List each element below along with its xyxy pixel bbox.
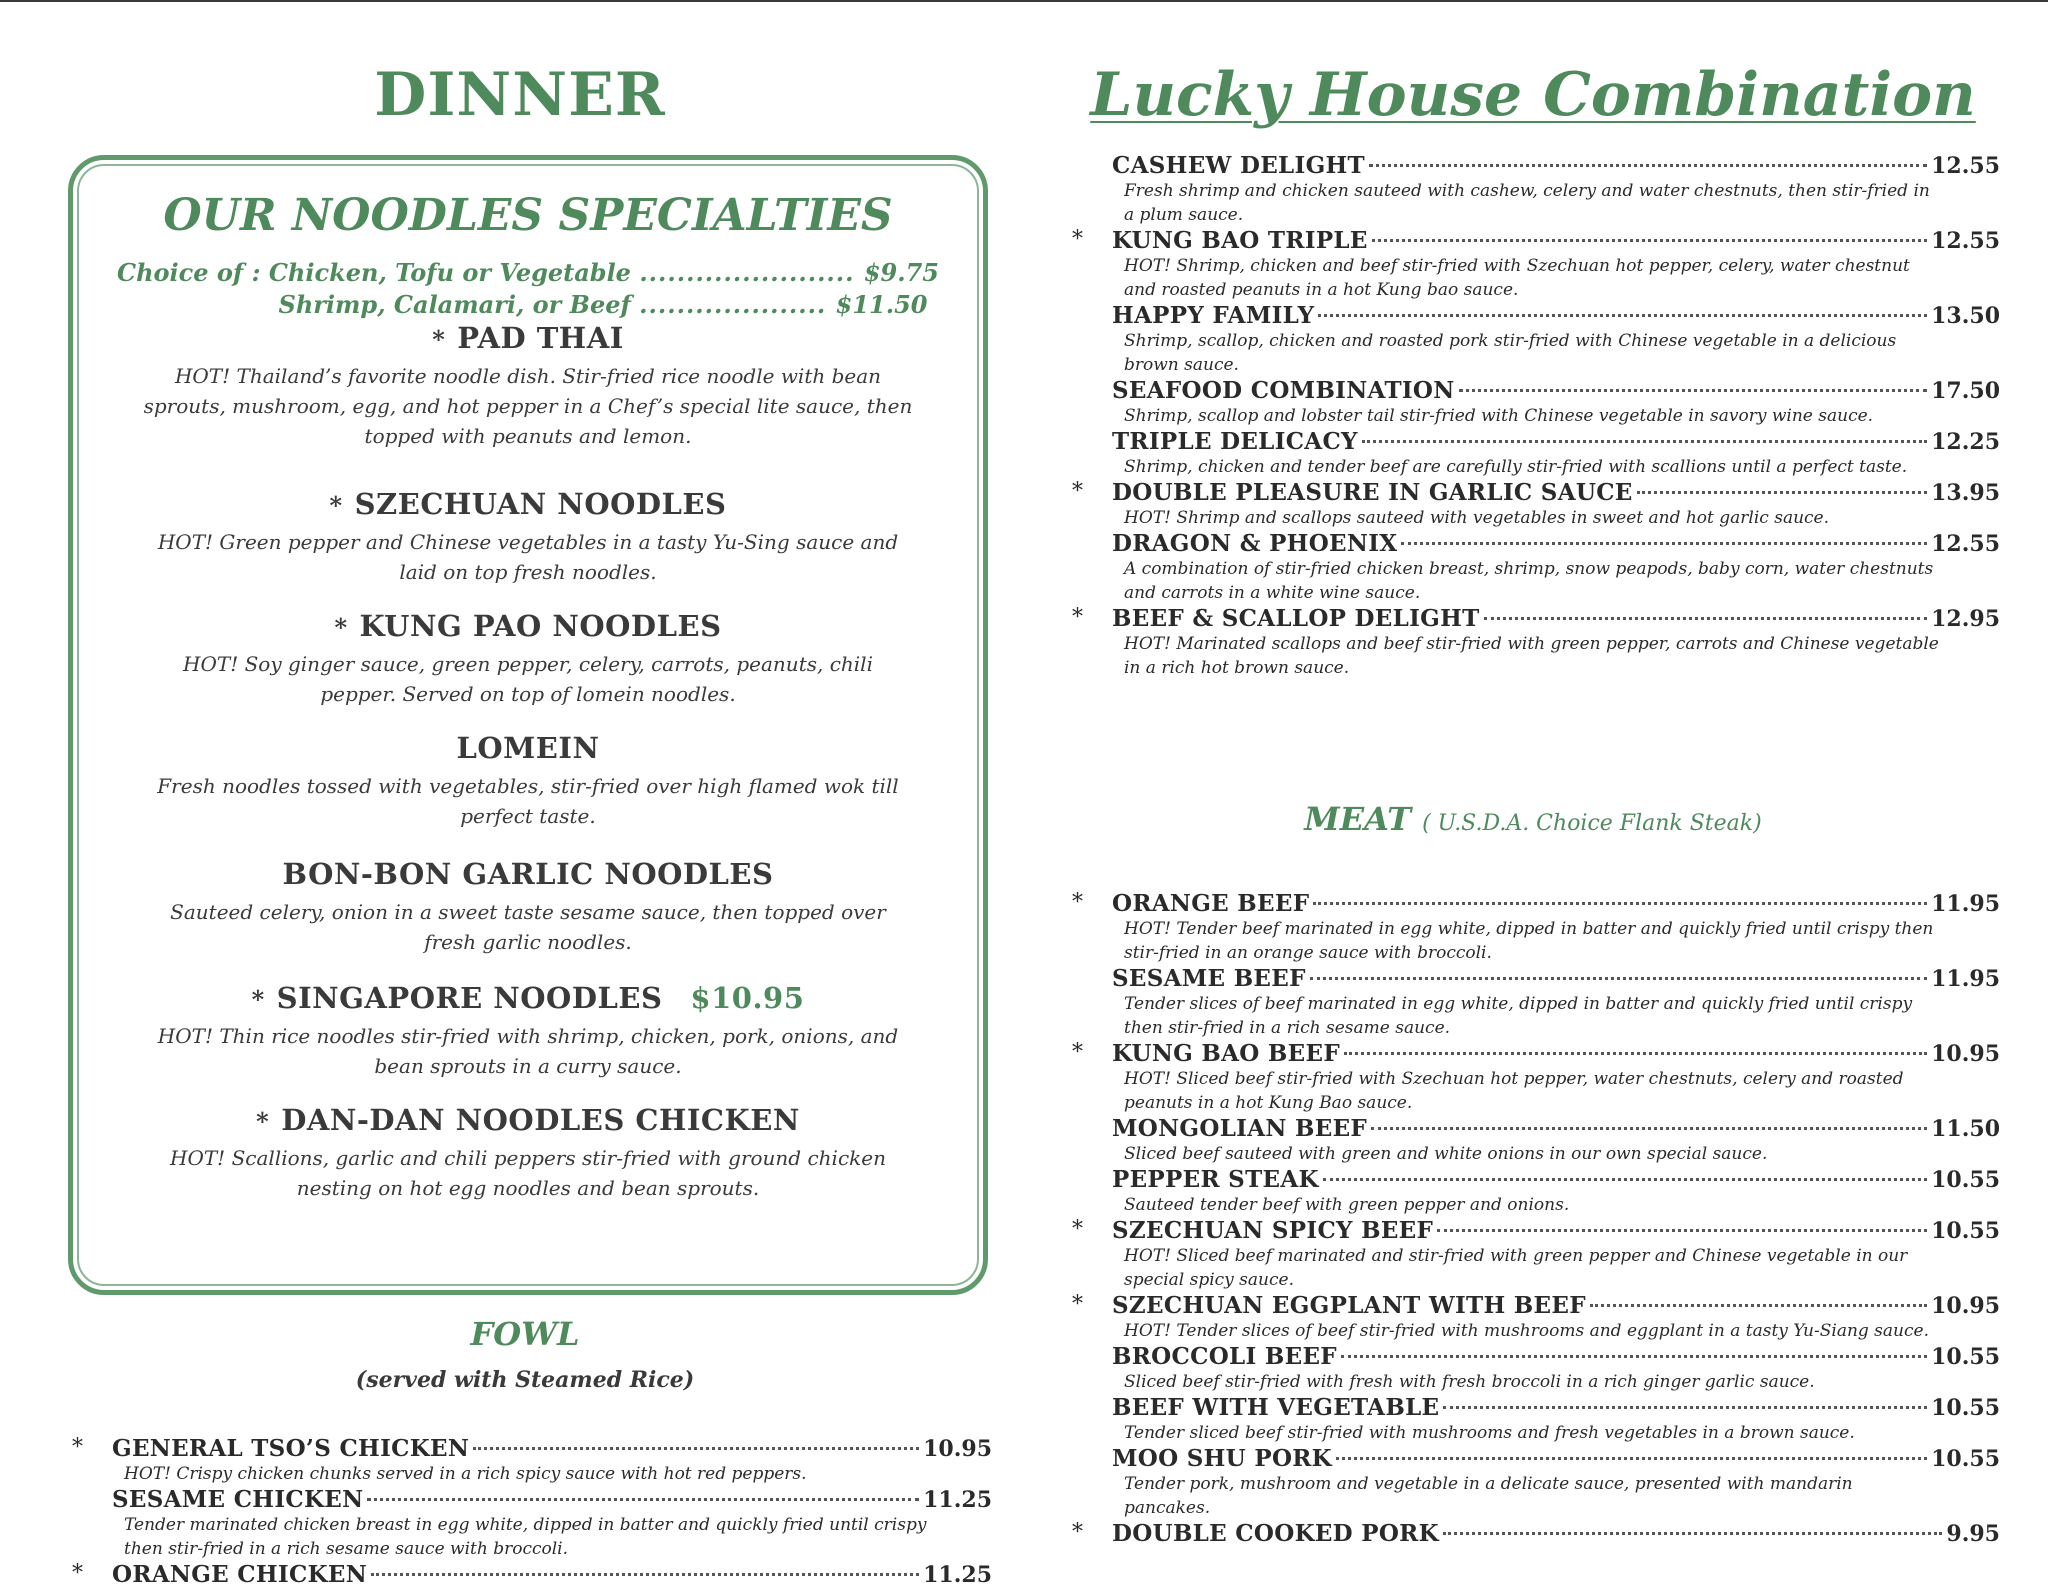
dish-name: PAD THAI (457, 321, 624, 355)
noodle-dish (73, 857, 983, 957)
menu-item (1112, 965, 2000, 1040)
item-price: 13.50 (1931, 303, 2000, 329)
item-price: 12.55 (1931, 228, 2000, 254)
dot-leader (1369, 164, 1927, 167)
item-name: KUNG BAO TRIPLE (1112, 227, 1368, 254)
spicy-star-icon: * (1072, 605, 1083, 630)
dish-description: HOT! Thin rice noodles stir-fried with shrimp, chicken, pork, onions, and bean sprouts in a curry sauce. (157, 1024, 899, 1078)
menu-item (1112, 1343, 2000, 1394)
menu-item-row (1112, 530, 2000, 557)
dot-leader (1362, 440, 1927, 443)
item-price: 10.55 (1931, 1395, 2000, 1421)
dot-leader (1341, 1355, 1927, 1358)
dot-leader (1336, 1457, 1927, 1460)
item-price: 11.95 (1931, 891, 2000, 917)
menu-item-row (1072, 1520, 2000, 1547)
spicy-star-icon: * (1072, 1040, 1083, 1065)
noodle-dish (73, 731, 983, 831)
dot-leader (1484, 617, 1928, 620)
item-price: 11.25 (923, 1487, 992, 1513)
dot-leader (1590, 1304, 1927, 1307)
item-name: SESAME BEEF (1112, 965, 1306, 992)
dot-leader (371, 1573, 919, 1576)
menu-item (1112, 428, 2000, 479)
menu-item-row (1112, 302, 2000, 329)
dish-name: KUNG PAO NOODLES (359, 609, 722, 643)
choice-line-2: Shrimp, Calamari, or Beef .................... $11.50 (278, 290, 928, 319)
item-name: ORANGE BEEF (1112, 890, 1310, 917)
dot-leader (1443, 1406, 1927, 1409)
spicy-star-icon: * (1072, 1217, 1083, 1242)
combination-item-list (1072, 152, 2000, 680)
spicy-star-icon: * (432, 325, 446, 354)
item-price: 12.55 (1931, 153, 2000, 179)
item-price: 10.95 (1931, 1293, 2000, 1319)
dish-name-row (73, 981, 983, 1015)
item-name: SEAFOOD COMBINATION (1112, 377, 1455, 404)
dot-leader (1313, 902, 1927, 905)
item-description: HOT! Shrimp and scallops sauteed with vegetables in sweet and hot garlic sauce. (1124, 508, 1830, 528)
item-price: 9.95 (1946, 1521, 2000, 1547)
spicy-star-icon: * (72, 1435, 83, 1460)
menu-item-row (1112, 1343, 2000, 1370)
menu-item-row (1072, 890, 2000, 917)
dish-description: Fresh noodles tossed with vegetables, stir-fried over high flamed wok till perfect taste. (157, 774, 899, 828)
menu-item-row (1112, 1166, 2000, 1193)
item-name: SZECHUAN EGGPLANT WITH BEEF (1112, 1292, 1586, 1319)
choice-line-1-price: $9.75 (863, 258, 939, 287)
fowl-item-list (72, 1435, 992, 1588)
spicy-star-icon: * (1072, 1520, 1083, 1545)
item-description: Tender sliced beef stir-fried with mushrooms and fresh vegetables in a brown sauce. (1124, 1423, 1855, 1443)
item-price: 12.25 (1931, 429, 2000, 455)
item-name: CASHEW DELIGHT (1112, 152, 1365, 179)
menu-item-row (1112, 1394, 2000, 1421)
menu-item (1112, 1445, 2000, 1520)
item-price: 10.55 (1931, 1446, 2000, 1472)
item-name: ORANGE CHICKEN (112, 1561, 368, 1588)
menu-item (1072, 227, 2000, 302)
menu-item-row (1072, 1217, 2000, 1244)
item-price: 11.25 (923, 1562, 992, 1588)
item-name: BEEF WITH VEGETABLE (1112, 1394, 1440, 1421)
item-description: Tender pork, mushroom and vegetable in a delicate sauce, presented with mandarin pancakes. (1124, 1474, 1853, 1518)
dish-name: DAN-DAN NOODLES CHICKEN (281, 1103, 800, 1137)
item-name: KUNG BAO BEEF (1112, 1040, 1340, 1067)
dish-description: HOT! Scallions, garlic and chili peppers stir-fried with ground chicken nesting on hot egg noodles and bean sprouts. (170, 1146, 886, 1200)
left-column (60, 60, 1020, 1588)
item-description: Tender slices of beef marinated in egg white, dipped in batter and quickly fried until crispy then stir-fried in a rich sesame sauce. (1124, 994, 1913, 1038)
dish-name: BON-BON GARLIC NOODLES (282, 857, 774, 891)
item-description: Tender marinated chicken breast in egg white, dipped in batter and quickly fried until crispy then stir-fried in a rich sesame sauce with broccoli. (124, 1515, 927, 1559)
item-price: 12.95 (1931, 606, 2000, 632)
item-name: HAPPY FAMILY (1112, 302, 1315, 329)
noodles-specialties-box (68, 155, 988, 1295)
spicy-star-icon: * (1072, 227, 1083, 252)
dish-description: HOT! Green pepper and Chinese vegetables in a tasty Yu-Sing sauce and laid on top fresh noodles. (157, 530, 899, 584)
dish-description: HOT! Soy ginger sauce, green pepper, celery, carrots, peanuts, chili pepper. Served on top of lomein noodles. (183, 652, 873, 706)
dish-name-row (73, 487, 983, 521)
dish-description: HOT! Thailand’s favorite noodle dish. Stir-fried rice noodle with bean sprouts, mushroom, egg, and hot pepper in a Chef’s special lite sauce, then topped with peanuts and lemon. (143, 364, 913, 448)
item-name: DRAGON & PHOENIX (1112, 530, 1398, 557)
fowl-title: FOWL (470, 1315, 580, 1353)
item-name: MONGOLIAN BEEF (1112, 1115, 1368, 1142)
noodle-dish (73, 609, 983, 709)
item-name: DOUBLE COOKED PORK (1112, 1520, 1439, 1547)
dish-name-row (73, 321, 983, 355)
item-price: 13.95 (1931, 480, 2000, 506)
menu-item-row (1072, 479, 2000, 506)
item-price: 11.95 (1931, 966, 2000, 992)
item-name: SZECHUAN SPICY BEEF (1112, 1217, 1434, 1244)
item-description: A combination of stir-fried chicken breast, shrimp, snow peapods, baby corn, water chestnuts and carrots in a white wine sauce. (1124, 559, 1934, 603)
dot-leader (1371, 1127, 1927, 1130)
dish-name: SZECHUAN NOODLES (354, 487, 727, 521)
dot-leader (1401, 542, 1927, 545)
spicy-star-icon: * (251, 985, 265, 1014)
item-description: Shrimp, scallop, chicken and roasted pork stir-fried with Chinese vegetable in a delicious brown sauce. (1124, 331, 1897, 375)
item-description: Fresh shrimp and chicken sauteed with cashew, celery and water chestnuts, then stir-fried in a plum sauce. (1124, 181, 1930, 225)
item-price: 10.55 (1931, 1218, 2000, 1244)
item-description: Sauteed tender beef with green pepper and onions. (1124, 1195, 1570, 1215)
dish-name-row (73, 1103, 983, 1137)
menu-item (1072, 1520, 2000, 1547)
item-description: Shrimp, chicken and tender beef are carefully stir-fried with scallions until a perfect taste. (1124, 457, 1908, 477)
dot-leader (367, 1498, 919, 1501)
menu-item-row (72, 1435, 992, 1462)
choice-line-1: Choice of : Chicken, Tofu or Vegetable ....................... $9.75 (117, 258, 939, 287)
item-name: DOUBLE PLEASURE IN GARLIC SAUCE (1112, 479, 1633, 506)
item-price: 17.50 (1931, 378, 2000, 404)
menu-item-row (1072, 1292, 2000, 1319)
item-description: Sliced beef sauteed with green and white onions in our own special sauce. (1124, 1144, 1768, 1164)
dish-name-row (73, 857, 983, 891)
dish-name-row (73, 609, 983, 643)
dot-leader (1637, 491, 1927, 494)
noodles-content (73, 190, 983, 1203)
noodles-title: OUR NOODLES SPECIALTIES (163, 190, 893, 241)
item-description: Shrimp, scallop and lobster tail stir-fried with Chinese vegetable in savory wine sauce. (1124, 406, 1874, 426)
dot-leader (1323, 1178, 1927, 1181)
item-description: HOT! Tender slices of beef stir-fried with mushrooms and eggplant in a tasty Yu-Siang sauce. (1124, 1321, 1929, 1341)
item-description: HOT! Shrimp, chicken and beef stir-fried with Szechuan hot pepper, celery, water chestnut and roasted peanuts in a hot Kung bao sauce. (1124, 256, 1910, 300)
menu-item-row (1072, 227, 2000, 254)
menu-item (72, 1435, 992, 1486)
dot-leader (473, 1447, 919, 1450)
menu-item (112, 1486, 992, 1561)
top-border (0, 0, 2048, 2)
meat-title: MEAT (1304, 800, 1411, 838)
item-name: SESAME CHICKEN (112, 1486, 364, 1513)
spicy-star-icon: * (329, 491, 343, 520)
dish-name: LOMEIN (456, 731, 600, 765)
dish-description: Sauteed celery, onion in a sweet taste sesame sauce, then topped over fresh garlic noodles. (170, 900, 886, 954)
spicy-star-icon: * (72, 1561, 83, 1586)
menu-item-row (72, 1561, 992, 1588)
item-description: HOT! Crispy chicken chunks served in a rich spicy sauce with hot red peppers. (124, 1464, 807, 1484)
menu-item (1112, 302, 2000, 377)
menu-item (1112, 1115, 2000, 1166)
menu-item (1072, 1040, 2000, 1115)
dish-name-row (73, 731, 983, 765)
fowl-section (60, 1315, 992, 1588)
item-description: HOT! Sliced beef marinated and stir-fried with green pepper and Chinese vegetable in our special spicy sauce. (1124, 1246, 1908, 1290)
menu-item-row (1072, 1040, 2000, 1067)
meat-item-list (1072, 890, 2000, 1547)
item-price: 11.50 (1931, 1116, 2000, 1142)
menu-item (1112, 377, 2000, 428)
item-price: 10.95 (923, 1436, 992, 1462)
meat-subtitle: ( U.S.D.A. Choice Flank Steak) (1422, 811, 1762, 836)
menu-item (1112, 152, 2000, 227)
dot-leader (1372, 239, 1927, 242)
menu-item-row (1112, 1115, 2000, 1142)
item-name: PEPPER STEAK (1112, 1166, 1319, 1193)
item-description: HOT! Marinated scallops and beef stir-fried with green pepper, carrots and Chinese vegetable in a rich hot brown sauce. (1124, 634, 1939, 678)
meat-header (1068, 800, 1998, 838)
menu-item-row (1112, 965, 2000, 992)
menu-item (72, 1561, 992, 1588)
menu-item (1112, 530, 2000, 605)
spicy-star-icon: * (1072, 479, 1083, 504)
noodle-dish (73, 487, 983, 587)
dot-leader (1318, 314, 1927, 317)
menu-item-row (1112, 428, 2000, 455)
menu-item (1072, 890, 2000, 965)
menu-item (1112, 1166, 2000, 1217)
spicy-star-icon: * (334, 613, 348, 642)
noodle-dish (73, 981, 983, 1081)
menu-item (1072, 479, 2000, 530)
fowl-subtitle: (served with Steamed Rice) (355, 1367, 695, 1393)
dish-price: $10.95 (690, 981, 805, 1015)
item-name: BROCCOLI BEEF (1112, 1343, 1337, 1370)
menu-item (1112, 1394, 2000, 1445)
menu-item (1072, 1217, 2000, 1292)
item-description: HOT! Tender beef marinated in egg white, dipped in batter and quickly fried until crispy then stir-fried in an orange sauce with broccoli. (1124, 919, 1934, 963)
menu-item-row (1112, 377, 2000, 404)
item-price: 10.55 (1931, 1167, 2000, 1193)
dinner-title: DINNER (374, 60, 666, 130)
menu-item (1072, 605, 2000, 680)
dot-leader (1459, 389, 1928, 392)
menu-item-row (1072, 605, 2000, 632)
menu-item-row (112, 1486, 992, 1513)
item-price: 10.95 (1931, 1041, 2000, 1067)
spicy-star-icon: * (1072, 1292, 1083, 1317)
dot-leader (1344, 1052, 1927, 1055)
item-name: MOO SHU PORK (1112, 1445, 1332, 1472)
right-column (1068, 60, 2000, 1547)
dot-leader (1310, 977, 1927, 980)
choice-line-1-label: Choice of : Chicken, Tofu or Vegetable (117, 258, 631, 287)
item-description: Sliced beef stir-fried with fresh with fresh broccoli in a rich ginger garlic sauce. (1124, 1372, 1815, 1392)
spicy-star-icon: * (256, 1107, 270, 1136)
dot-leader (1443, 1532, 1943, 1535)
spicy-star-icon: * (1072, 890, 1083, 915)
menu-item-row (1112, 1445, 2000, 1472)
noodle-dish-list (73, 321, 983, 1203)
item-name: TRIPLE DELICACY (1112, 428, 1358, 455)
lucky-house-title: Lucky House Combination (1090, 60, 1976, 130)
item-name: GENERAL TSO’S CHICKEN (112, 1435, 470, 1462)
choice-line-2-price: $11.50 (835, 290, 928, 319)
menu-item-row (1112, 152, 2000, 179)
noodle-dish (73, 1103, 983, 1203)
menu-item (1072, 1292, 2000, 1343)
noodle-dish (73, 321, 983, 451)
dish-name: SINGAPORE NOODLES (276, 981, 663, 1015)
item-price: 12.55 (1931, 531, 2000, 557)
dot-leader (1437, 1229, 1927, 1232)
item-price: 10.55 (1931, 1344, 2000, 1370)
item-description: HOT! Sliced beef stir-fried with Szechuan hot pepper, water chestnuts, celery and roasted peanuts in a hot Kung Bao sauce. (1124, 1069, 1904, 1113)
choice-line-2-label: Shrimp, Calamari, or Beef (278, 290, 631, 319)
item-name: BEEF & SCALLOP DELIGHT (1112, 605, 1480, 632)
